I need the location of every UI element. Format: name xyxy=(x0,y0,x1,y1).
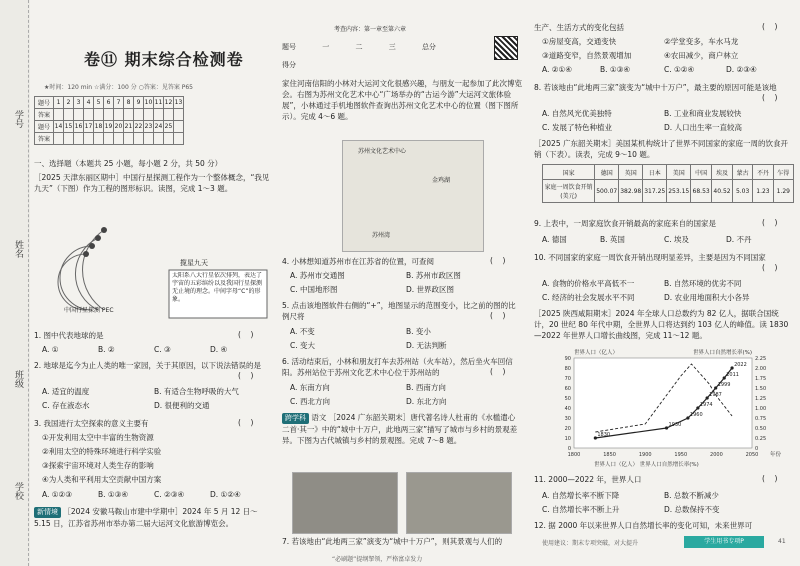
column-2 xyxy=(282,0,522,566)
y-tick-right: 2.00 xyxy=(755,366,767,372)
q11-option-b[interactable]: B. 总数不断减少 xyxy=(664,491,719,500)
y-tick-right: 1.00 xyxy=(755,406,767,412)
y-tick-left: 80 xyxy=(564,366,571,372)
y-tick-right: 1.25 xyxy=(755,396,767,402)
page-title: 卷⑪ 期末综合检测卷 xyxy=(84,50,244,69)
y-tick-right: 0 xyxy=(755,446,759,452)
grid-cell: 6 xyxy=(104,97,114,109)
page-footer: “必刷题”提纲挈领，严格富卓发力 xyxy=(332,556,423,563)
y-tick-left: 90 xyxy=(564,356,571,362)
grid-cell: 9 xyxy=(134,97,144,109)
q6-option-a[interactable]: A. 东南方向 xyxy=(290,383,330,392)
table-header-row xyxy=(543,165,794,180)
new-context-tag: 新情境 xyxy=(34,507,61,518)
score-label: 总分 xyxy=(421,43,436,51)
class-label: 班级 xyxy=(13,370,23,388)
q10-option-b[interactable]: B. 自然环境的优劣不同 xyxy=(664,279,742,288)
point-label: 1999 xyxy=(717,382,731,388)
grid-cell: 18 xyxy=(94,121,104,133)
q6-option-b[interactable]: B. 西南方向 xyxy=(406,383,446,392)
y-tick-left: 0 xyxy=(567,446,571,452)
grid-label: 题号 xyxy=(35,97,54,109)
q11-option-c[interactable]: C. 自然增长率不断上升 xyxy=(542,505,620,514)
figure-caption: 中国行星探测 PEC xyxy=(64,307,114,314)
y-tick-left: 10 xyxy=(564,436,571,442)
score-label: 三 xyxy=(388,43,396,51)
map-label: 金鸡湖 xyxy=(432,177,451,184)
table-header-cell: 乍得 xyxy=(773,165,793,180)
grid-cell: 17 xyxy=(84,121,94,133)
q8-option-a[interactable]: A. 自然风光优美独特 xyxy=(542,109,612,118)
q9-option-a[interactable]: A. 德国 xyxy=(542,235,567,244)
orbit-arc xyxy=(83,230,104,310)
intro-2: 家住河南信阳的小林对大运河文化很感兴趣，与朋友一起参加了此次博览会。右图为苏州文化艺术中心“广场举办的“古运今游”大运河文旅体验展”，小林通过手机地图软件查询出苏州文化艺术中心的位置（图下图所示）。完成 4～6 题。 xyxy=(282,79,522,121)
grid-cell: 5 xyxy=(94,97,104,109)
planet-dot xyxy=(95,235,101,241)
q7-option-c[interactable]: C. ①②④ xyxy=(664,65,695,74)
answer-paren[interactable]: ( ) xyxy=(238,418,254,427)
q7-item: ③道路变窄，自然景观增加 xyxy=(542,51,632,60)
point-label: 1830 xyxy=(597,432,611,438)
intro-3: ［2025 广东韶关期末］美国某机构统计了世界不同国家的家庭一周的饮食开销（下表）。读表，完成 9～10 题。 xyxy=(534,139,788,159)
grid-cell: 3 xyxy=(74,97,84,109)
table-cell: 1.29 xyxy=(773,180,793,203)
point-label: 1974 xyxy=(699,402,713,408)
table-header-cell: 不丹 xyxy=(753,165,773,180)
figure-title: 揽星九天 xyxy=(180,259,208,267)
x-tick: 1850 xyxy=(603,452,616,458)
q2-option-b[interactable]: B. 有适合生物呼吸的大气 xyxy=(154,387,239,396)
map-label: 苏州湾 xyxy=(372,232,391,239)
table-header-cell: 中国 xyxy=(691,165,712,180)
q11-option-d[interactable]: D. 总数保持不变 xyxy=(664,505,720,514)
cross-discipline-tag: 跨学科 xyxy=(282,413,309,424)
q4-option-c[interactable]: C. 中国地形图 xyxy=(290,285,338,294)
grid-cell: 19 xyxy=(104,121,114,133)
score-label: 题号 xyxy=(282,43,296,51)
column-3 xyxy=(534,0,794,566)
q7-continuation: 生产、生活方式的变化包括 xyxy=(534,23,624,32)
q3-option-a[interactable]: A. ①②③ xyxy=(42,490,72,499)
city-photo xyxy=(292,472,398,534)
q5-option-c[interactable]: C. 变大 xyxy=(290,341,316,350)
x-axis-label: 年份 xyxy=(770,452,782,458)
q3-item: ①开发利用太空中丰富的生物资源 xyxy=(42,433,154,442)
grid-label: 答案 xyxy=(35,133,54,145)
new-context-text: ［2024 安徽马鞍山市建中学期中］2024 年 5 月 12 日～5.15 日，江苏省苏州市举办第二届大运河文化旅游博览会。 xyxy=(34,507,258,528)
x-tick: 2050 xyxy=(745,452,759,458)
grid-cell: 22 xyxy=(134,121,144,133)
point-label: 2011 xyxy=(726,372,739,378)
grid-cell: 20 xyxy=(114,121,124,133)
grid-cell: 16 xyxy=(74,121,84,133)
table-row-label: 家庭一周饮食开销(美元) xyxy=(543,180,595,203)
answer-paren[interactable]: ( ) xyxy=(490,367,506,376)
cross-discipline-subject: 语文 xyxy=(311,413,327,422)
q4-option-a[interactable]: A. 苏州市交通图 xyxy=(290,271,345,280)
answer-paren[interactable]: ( ) xyxy=(762,218,778,227)
grid-cell: 10 xyxy=(144,97,154,109)
intro-1: ［2025 天津东丽区期中］中国行星探测工程作为一个整体概念，“我见九天”（下图）作为工程的图形标识。读图，完成 1～3 题。 xyxy=(34,173,270,193)
q7-option-b[interactable]: B. ①③④ xyxy=(600,65,631,74)
x-tick: 2000 xyxy=(710,452,723,458)
student-id-label: 学号 xyxy=(13,110,23,128)
point-label: 1960 xyxy=(689,412,703,418)
question-2: 2. 地球是迄今为止人类的唯一家园，关于其原因，以下说法错误的是 xyxy=(34,361,262,370)
question-5: 5. 点击该地图软件右侧的“+”，地图显示的范围变小，比之前的图的比例尺将 xyxy=(282,301,516,321)
grid-cell: 14 xyxy=(54,121,64,133)
question-10: 10. 不同国家的家庭一周饮食开销出现明显差异，主要是因为不同国家 xyxy=(534,253,766,262)
grid-cell: 24 xyxy=(154,121,164,133)
grid-cell: 1 xyxy=(54,97,64,109)
q9-option-c[interactable]: C. 埃及 xyxy=(664,235,690,244)
table-cell: 253.15 xyxy=(667,180,691,203)
q10-option-c[interactable]: C. 经济的社会发展水平不同 xyxy=(542,293,635,302)
answer-grid xyxy=(34,96,184,145)
orbit-arc xyxy=(58,254,86,310)
q2-option-c[interactable]: C. 存在液态水 xyxy=(42,401,90,410)
table-header-cell: 美国 xyxy=(667,165,691,180)
table-header-cell: 英国 xyxy=(619,165,643,180)
score-label: 一 xyxy=(322,43,330,51)
answer-paren[interactable]: ( ) xyxy=(762,474,778,483)
answer-paren[interactable]: ( ) xyxy=(762,263,778,272)
score-table xyxy=(282,42,482,53)
name-label: 姓名 xyxy=(13,240,23,258)
q1-option-a[interactable]: A. ① xyxy=(42,345,59,354)
q7-item: ②学堂变多，车水马龙 xyxy=(664,37,739,46)
y-tick-left: 20 xyxy=(564,426,571,432)
score-label: 二 xyxy=(355,43,363,51)
table-header-cell: 德国 xyxy=(595,165,619,180)
q5-option-b[interactable]: B. 变小 xyxy=(406,327,431,336)
q7-option-d[interactable]: D. ②③④ xyxy=(726,65,757,74)
q3-item: ②利用太空的特殊环境进行科学实验 xyxy=(42,447,162,456)
table-cell: 317.25 xyxy=(643,180,667,203)
table-cell: 1.23 xyxy=(753,180,773,203)
q2-option-a[interactable]: A. 适宜的温度 xyxy=(42,387,90,396)
y-tick-right: 1.75 xyxy=(755,376,767,382)
grid-cell: 15 xyxy=(64,121,74,133)
q9-option-d[interactable]: D. 不丹 xyxy=(726,235,752,244)
point-label: 1987 xyxy=(709,392,722,398)
q1-option-c[interactable]: C. ③ xyxy=(154,345,171,354)
y-tick-left: 60 xyxy=(564,386,571,392)
table-cell: 68.53 xyxy=(691,180,712,203)
q3-option-d[interactable]: D. ①②④ xyxy=(210,490,241,499)
binding-strip xyxy=(0,0,30,566)
table-cell: 40.52 xyxy=(712,180,733,203)
planet-dot xyxy=(89,243,95,249)
y-tick-right: 0.25 xyxy=(755,436,767,442)
new-context xyxy=(34,506,270,529)
planet-dot xyxy=(83,251,89,257)
exam-meta: ★时间：120 min ☆满分：100 分 ○答案：见答案 P65 xyxy=(44,84,194,91)
intro-4: ［2025 陕西咸阳期末］2024 年全球人口总数约为 82 亿人，据联合国统计，20 世纪 80 年代中期，全世界人口将达到约 103 亿人的峰值。读 1830—2022 年世界人口增长曲线图，完成 11～12 题。 xyxy=(534,309,789,340)
answer-paren[interactable]: ( ) xyxy=(238,371,254,380)
question-6: 6. 活动结束后，小林和朋友打车去苏州站（火车站），然后坐火车回信阳。苏州站位于苏州文化艺术中心位于苏州站的 xyxy=(282,357,513,377)
question-9: 9. 上表中，一周家庭饮食开销最高的家庭来自的国家是 xyxy=(534,219,717,228)
question-3: 3. 我国进行太空探索的意义主要有 xyxy=(34,419,149,428)
q8-option-d[interactable]: D. 人口出生率一直较高 xyxy=(664,123,743,132)
q4-option-d[interactable]: D. 世界政区图 xyxy=(406,285,455,294)
q9-option-b[interactable]: B. 英国 xyxy=(600,235,625,244)
y-tick-right: 0.75 xyxy=(755,416,767,422)
x-tick: 1900 xyxy=(638,452,652,458)
village-photo xyxy=(406,472,512,534)
q4-option-b[interactable]: B. 苏州市政区图 xyxy=(406,271,461,280)
grid-cell: 13 xyxy=(174,97,184,109)
q7-item: ①房屋变高，交通变快 xyxy=(542,37,617,46)
score-row-label: 得分 xyxy=(282,61,296,69)
point-label: 1930 xyxy=(668,422,682,428)
y-tick-left: 30 xyxy=(564,416,571,422)
y-tick-left: 40 xyxy=(564,406,571,412)
table-cell: 382.98 xyxy=(619,180,643,203)
q8-option-b[interactable]: B. 工业和商业发展较快 xyxy=(664,109,742,118)
cross-discipline-block xyxy=(282,412,522,446)
q1-option-d[interactable]: D. ④ xyxy=(210,345,228,354)
qr-code[interactable] xyxy=(494,36,518,60)
x-tick: 1800 xyxy=(567,452,581,458)
q3-item: ④为人类和平利用太空贡献中国方案 xyxy=(42,475,162,484)
q3-option-c[interactable]: C. ②③④ xyxy=(154,490,185,499)
question-1: 1. 图中代表地球的是 xyxy=(34,331,104,340)
q2-option-d[interactable]: D. 很便利的交通 xyxy=(154,401,210,410)
column-1 xyxy=(34,0,270,566)
page-number: 41 xyxy=(778,538,786,545)
table-header-cell: 日本 xyxy=(643,165,667,180)
map-title: 苏州文化艺术中心 xyxy=(358,148,407,155)
table-cell: 5.03 xyxy=(732,180,752,203)
question-8: 8. 若该地由“此地两三家”演变为“城中十万户”，最主要的原因可能是该地 xyxy=(534,83,777,92)
grid-cell: 23 xyxy=(144,121,154,133)
grid-cell: 21 xyxy=(124,121,134,133)
figure-note: 太阳系八大行星依次排列，表达了宇宙的五彩缤纷以及我国行星探测无止境的理念。中间字母“C”的形象。 xyxy=(172,272,263,303)
grid-cell: 25 xyxy=(164,121,174,133)
y-tick-right: 0.50 xyxy=(755,426,767,432)
answer-paren[interactable]: ( ) xyxy=(490,256,506,265)
q5-option-d[interactable]: D. 无法判断 xyxy=(406,341,447,350)
grid-cell: 8 xyxy=(124,97,134,109)
table-row xyxy=(543,180,794,203)
answer-paren[interactable]: ( ) xyxy=(762,93,778,102)
answer-paren[interactable]: ( ) xyxy=(238,330,254,339)
table-header-cell: 蒙古 xyxy=(732,165,752,180)
table-cell: 500.07 xyxy=(595,180,619,203)
grid-label: 题号 xyxy=(35,121,54,133)
question-4: 4. 小林想知道苏州市在江苏省的位置，可查阅 xyxy=(282,257,435,266)
chart-legend: 世界人口（亿人） 世界人口自然增长率(%) xyxy=(594,462,699,468)
y-axis-label-right: 世界人口自然增长率(%) xyxy=(692,350,752,356)
q7-item: ④农田减少，商户林立 xyxy=(664,51,739,60)
scope-header: 考查内容：第一章至第六章 xyxy=(334,26,407,33)
table-header-cell: 埃及 xyxy=(712,165,733,180)
reference-tag: 学生用书专项P xyxy=(684,536,764,548)
y-axis-label-left: 世界人口（亿人） xyxy=(574,350,619,356)
food-spending-table xyxy=(542,164,794,203)
y-tick-right: 2.25 xyxy=(755,356,767,362)
grid-cell: 7 xyxy=(114,97,124,109)
q5-option-a[interactable]: A. 不变 xyxy=(290,327,315,336)
q7-option-a[interactable]: A. ②①④ xyxy=(542,65,572,74)
planet-dot xyxy=(101,227,107,233)
grid-label: 答案 xyxy=(35,109,54,121)
x-tick: 1950 xyxy=(674,452,688,458)
q6-option-d[interactable]: D. 东北方向 xyxy=(406,397,447,406)
q10-option-d[interactable]: D. 农业用地面积大小各异 xyxy=(664,293,750,302)
y-tick-right: 1.50 xyxy=(755,386,767,392)
answer-paren[interactable]: ( ) xyxy=(762,22,778,31)
question-12: 12. 据 2000 年以来世界人口自然增长率的变化可知，未来世界可 xyxy=(534,521,753,530)
point-label: 2022 xyxy=(734,362,747,368)
answer-paren[interactable]: ( ) xyxy=(490,311,506,320)
q8-option-c[interactable]: C. 发展了特色种植业 xyxy=(542,123,613,132)
section-1-heading: 一、选择题（本题共 25 小题，每小题 2 分，共 50 分） xyxy=(34,159,223,168)
question-11: 11. 2000—2022 年，世界人口 xyxy=(534,475,642,484)
q11-option-a[interactable]: A. 自然增长率不断下降 xyxy=(542,491,620,500)
y-tick-left: 70 xyxy=(564,376,571,382)
population-chart xyxy=(538,344,788,470)
q1-option-b[interactable]: B. ② xyxy=(98,345,115,354)
cut-line xyxy=(28,0,29,566)
y-tick-left: 50 xyxy=(564,396,571,402)
q6-option-c[interactable]: C. 西北方向 xyxy=(290,397,331,406)
table-header-cell: 国家 xyxy=(543,165,595,180)
grid-cell: 4 xyxy=(84,97,94,109)
q3-item: ③探索宇宙环境对人类生存的影响 xyxy=(42,461,154,470)
q10-option-a[interactable]: A. 食物的价格水平高低不一 xyxy=(542,279,635,288)
cross-discipline-text: ［2024 广东韶关期末］唐代著名诗人杜甫的《水槛遣心二首·其一》中的“城中十万户，此地两三家”描写了城市与乡村的景观差异。下图为古代城镇与乡村的景观图。完成 7～8 题。 xyxy=(282,413,518,445)
school-label: 学校 xyxy=(13,482,23,500)
grid-cell: 12 xyxy=(164,97,174,109)
question-7: 7. 若该地由“此地两三家”演变为“城中十万户”，则其景观与人们的 xyxy=(282,537,503,546)
usage-note: 使用建议：期末专项突破，对大提升 xyxy=(542,540,639,547)
grid-cell: 11 xyxy=(154,97,164,109)
grid-cell: 2 xyxy=(64,97,74,109)
q3-option-b[interactable]: B. ①③④ xyxy=(98,490,129,499)
